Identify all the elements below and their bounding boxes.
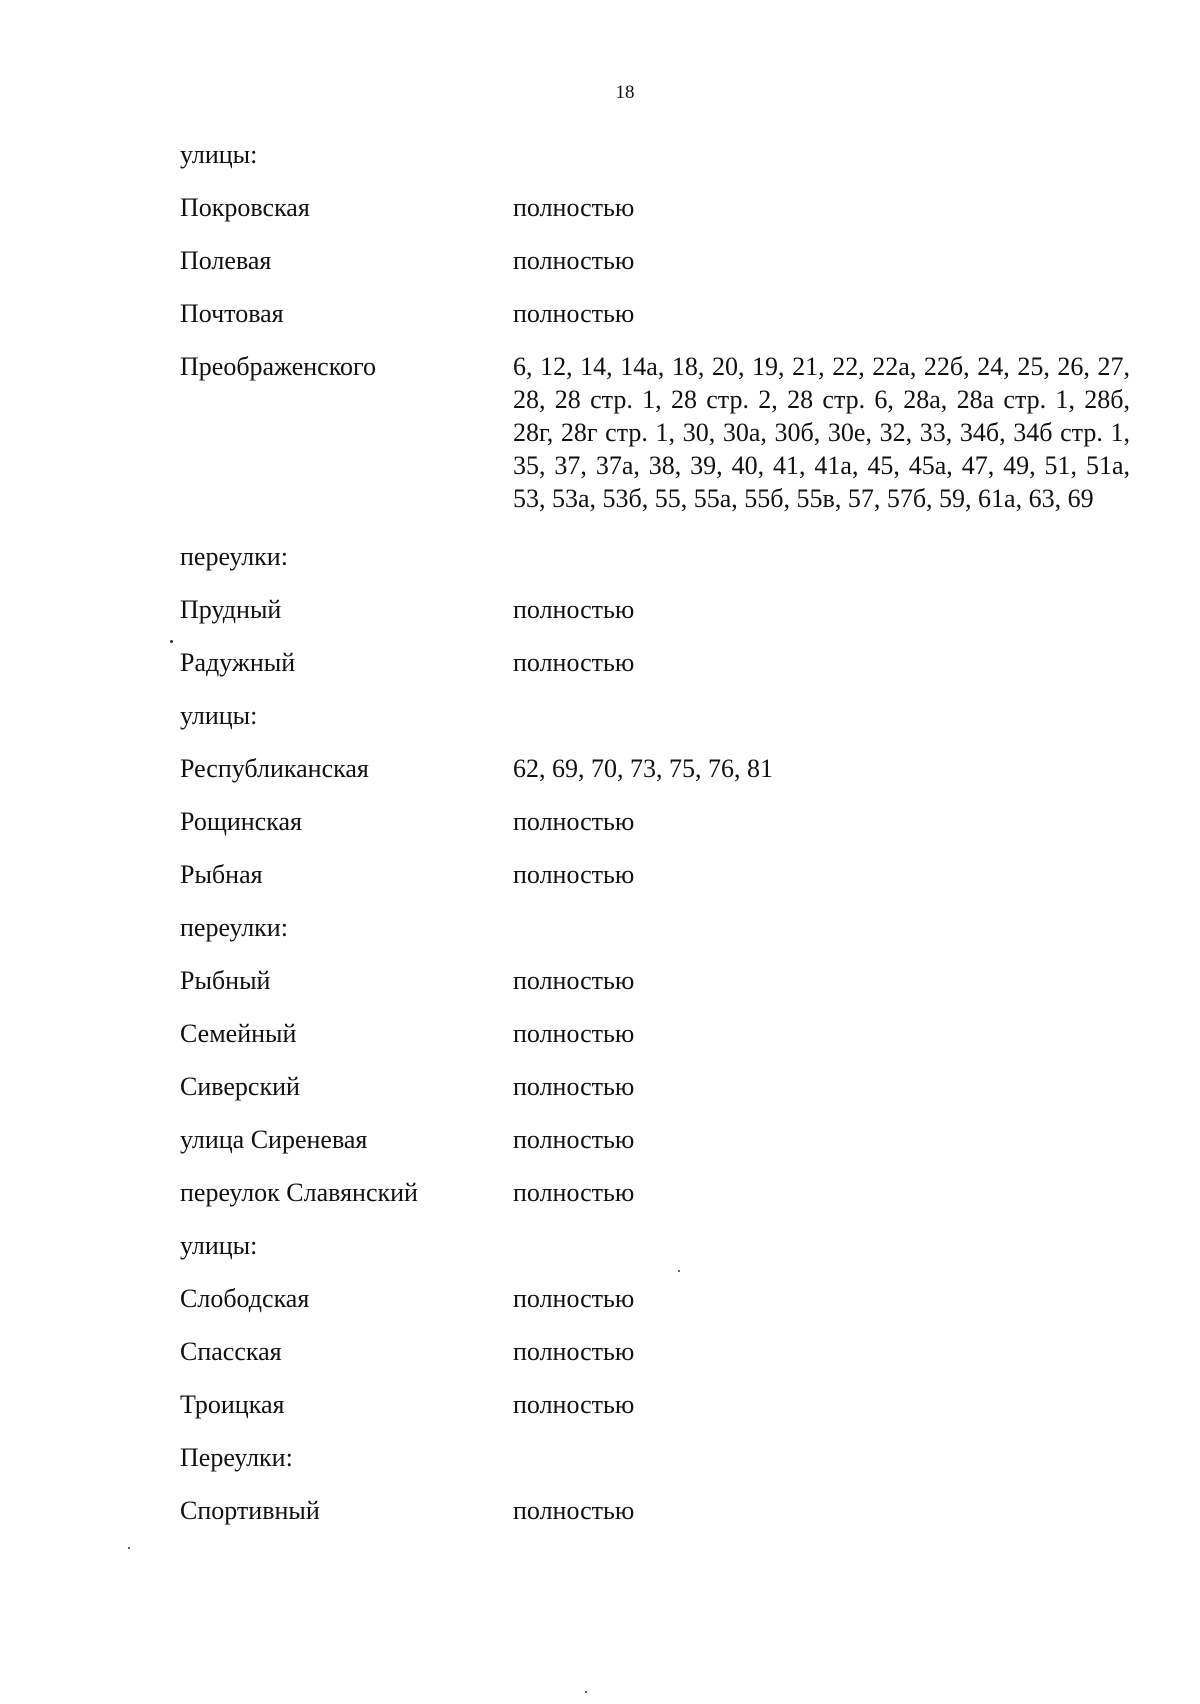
lane-name: Сиверский — [180, 1072, 300, 1101]
section-heading: переулки: — [180, 913, 288, 942]
lane-name: Спортивный — [180, 1496, 320, 1525]
section-heading: улицы: — [180, 1231, 258, 1260]
street-name: Покровская — [180, 193, 310, 222]
list-row — [180, 593, 1130, 626]
street-name: Полевая — [180, 246, 272, 275]
list-row — [180, 1441, 1130, 1474]
section-heading: Переулки: — [180, 1443, 293, 1472]
list-row — [180, 138, 1130, 171]
house-numbers: полностью — [513, 1019, 635, 1048]
list-row — [180, 646, 1130, 679]
list-row — [180, 1017, 1130, 1050]
list-row — [180, 752, 1130, 785]
list-row — [180, 540, 1130, 573]
scan-speck — [585, 1691, 587, 1693]
house-numbers: полностью — [513, 1390, 635, 1419]
street-name: Спасская — [180, 1337, 282, 1366]
scan-speck — [170, 640, 173, 643]
street-name: Преображенского — [180, 352, 377, 381]
lane-name: Рыбный — [180, 966, 271, 995]
section-heading: улицы: — [180, 701, 258, 730]
list-row — [180, 1070, 1130, 1103]
house-numbers: 62, 69, 70, 73, 75, 76, 81 — [513, 754, 773, 783]
list-row — [180, 1123, 1130, 1156]
list-row — [180, 191, 1130, 224]
house-numbers: полностью — [513, 193, 635, 222]
section-heading: переулки: — [180, 542, 288, 571]
lane-name: Прудный — [180, 595, 282, 624]
list-row — [180, 858, 1130, 891]
list-row — [180, 1335, 1130, 1368]
house-numbers: полностью — [513, 595, 635, 624]
list-row — [180, 699, 1130, 732]
page-number: 18 — [615, 82, 635, 103]
list-row — [180, 350, 1130, 515]
lane-name: Семейный — [180, 1019, 297, 1048]
row-value — [513, 138, 1130, 171]
house-numbers: полностью — [513, 966, 635, 995]
row-value — [513, 911, 1130, 944]
street-list — [180, 138, 1130, 1547]
street-name: улица Сиреневая — [180, 1125, 368, 1154]
house-numbers: полностью — [513, 1496, 635, 1525]
street-name: Рощинская — [180, 807, 302, 836]
row-value — [513, 1229, 1130, 1262]
lane-name: переулок Славянский — [180, 1178, 418, 1207]
house-numbers: полностью — [513, 807, 635, 836]
street-name: Троицкая — [180, 1390, 285, 1419]
house-numbers: полностью — [513, 1072, 635, 1101]
house-numbers: полностью — [513, 1178, 635, 1207]
house-numbers: полностью — [513, 1125, 635, 1154]
house-numbers: полностью — [513, 299, 635, 328]
street-name: Республиканская — [180, 754, 369, 783]
house-numbers: полностью — [513, 648, 635, 677]
street-name: Рыбная — [180, 860, 263, 889]
section-heading: улицы: — [180, 140, 258, 169]
list-row — [180, 1388, 1130, 1421]
row-value — [513, 699, 1130, 732]
list-row — [180, 297, 1130, 330]
scan-speck — [128, 1547, 130, 1549]
list-row — [180, 1282, 1130, 1315]
street-name: Почтовая — [180, 299, 284, 328]
lane-name: Радужный — [180, 648, 296, 677]
house-numbers: полностью — [513, 1284, 635, 1313]
list-row — [180, 911, 1130, 944]
list-row — [180, 244, 1130, 277]
house-numbers: 6, 12, 14, 14а, 18, 20, 19, 21, 22, 22а, 22б, 24, 25, 26, 27, 28, 28 стр. 1, 28 стр. 2, 28 стр. 6, 28а, 28а стр. 1, 28б, 28г, 28г стр. 1, 30, 30а, 30б, 30е, 32, 33, 34б, 34б стр. 1, 35, 37, 37а, 38, 39, 40, 41, 41а, 45, 45а, 47, 49, 51, 51а, 53, 53а, 53б, 55, 55а, 55б, 55в, 57, 57б, 59, 61а, 63, 69 — [513, 352, 1130, 513]
row-value — [513, 1441, 1130, 1474]
house-numbers: полностью — [513, 246, 635, 275]
scan-speck — [678, 1270, 680, 1272]
row-value — [513, 540, 1130, 573]
list-row — [180, 1494, 1130, 1527]
house-numbers: полностью — [513, 860, 635, 889]
list-row — [180, 1229, 1130, 1262]
street-name: Слободская — [180, 1284, 310, 1313]
list-row — [180, 805, 1130, 838]
list-row — [180, 1176, 1130, 1209]
list-row — [180, 964, 1130, 997]
house-numbers: полностью — [513, 1337, 635, 1366]
